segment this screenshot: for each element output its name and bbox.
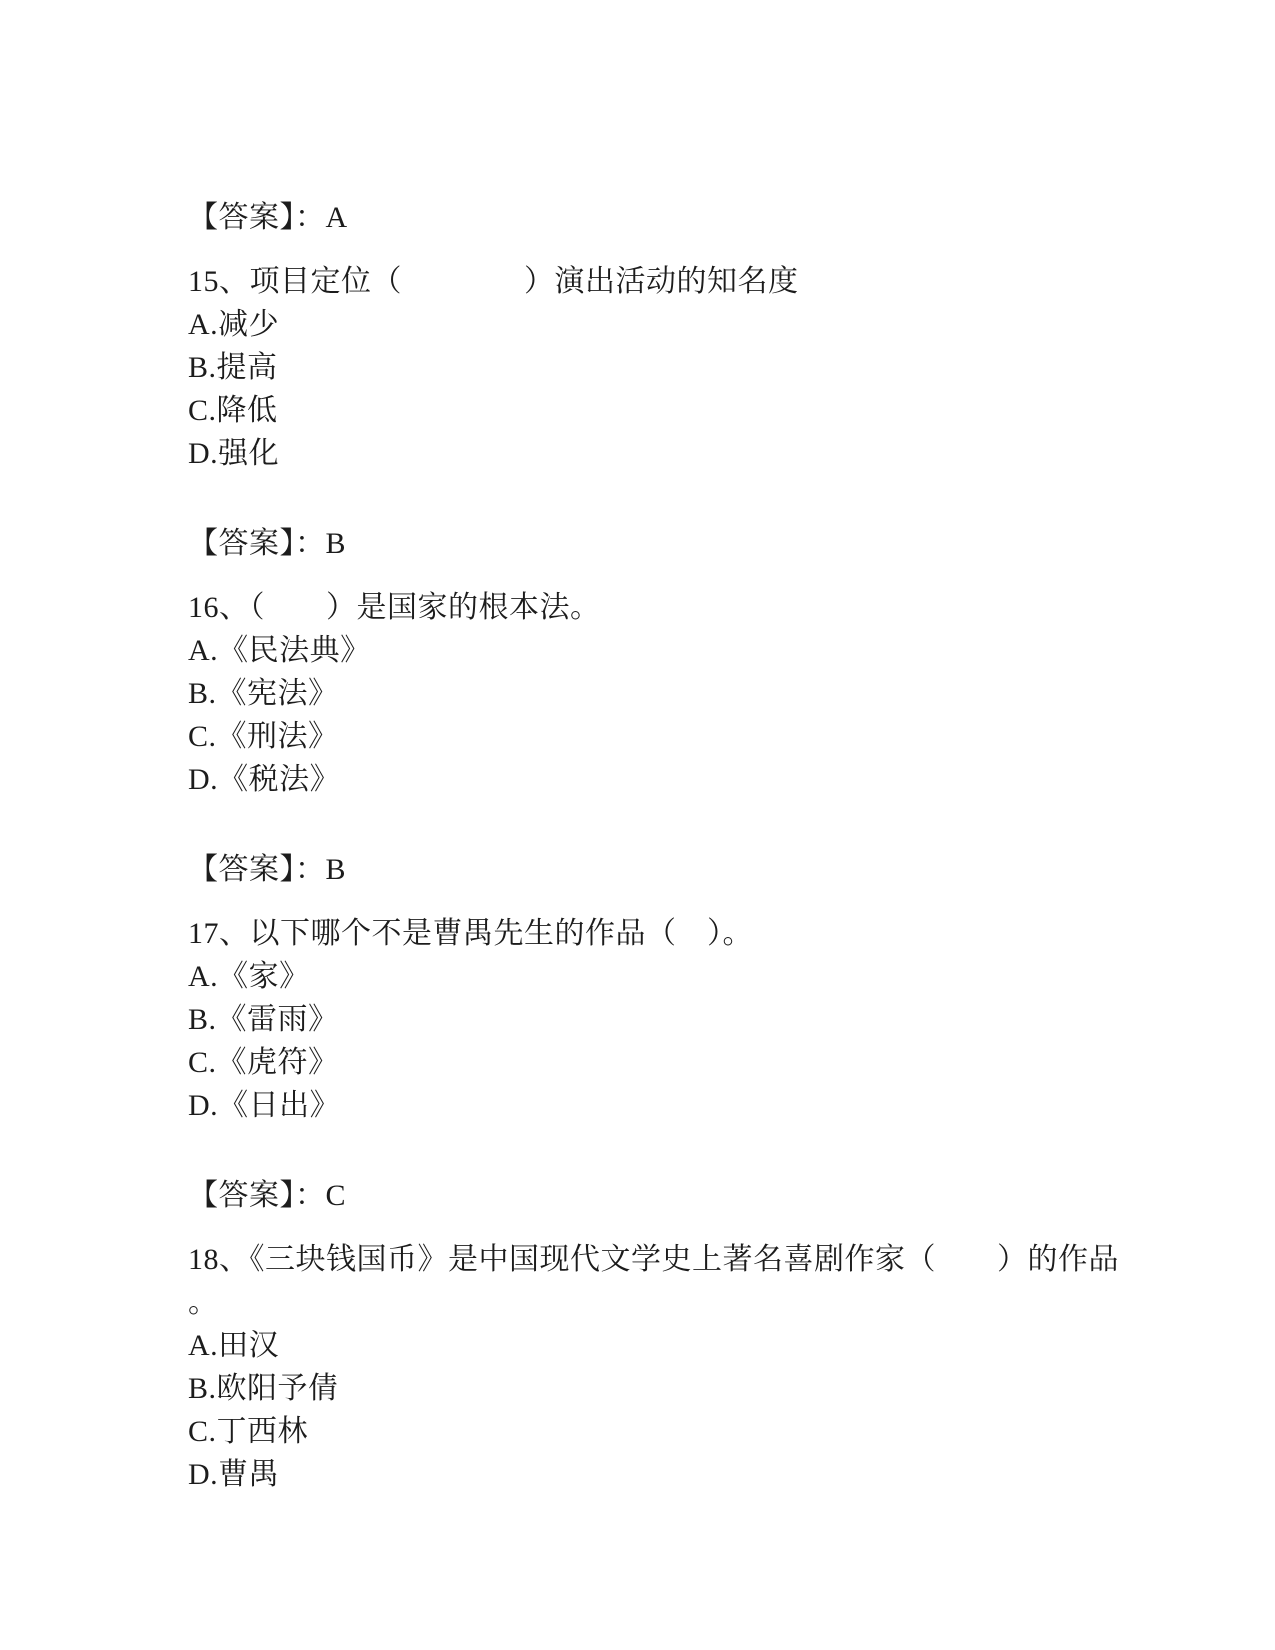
answer-line-q17: 【答案】：C: [188, 1179, 347, 1212]
option-17-d: D.《日出》: [188, 1089, 341, 1122]
answer-line-q15: 【答案】：B: [188, 527, 347, 560]
option-15-d: D.强化: [188, 437, 280, 470]
option-16-b: B.《宪法》: [188, 677, 339, 710]
question-block-17: [188, 912, 1105, 1127]
option-15-a: A.减少: [188, 308, 280, 341]
question-text-18-line1: 18、《三块钱国币》是中国现代文学史上著名喜剧作家（ ）的作品: [188, 1243, 1119, 1276]
option-18-c: C.丁西林: [188, 1415, 309, 1448]
option-17-a: A.《家》: [188, 960, 310, 993]
question-text-15: 15、项目定位（ ）演出活动的知名度: [188, 265, 799, 298]
option-18-b: B.欧阳予倩: [188, 1372, 339, 1405]
option-16-a: A.《民法典》: [188, 634, 371, 667]
question-text-16: 16、（ ）是国家的根本法。: [188, 591, 601, 624]
option-15-c: C.降低: [188, 394, 278, 427]
question-block-18: [188, 1238, 1119, 1496]
answer-line-q14: 【答案】：A: [188, 201, 348, 234]
option-17-b: B.《雷雨》: [188, 1003, 339, 1036]
option-18-a: A.田汉: [188, 1329, 280, 1362]
option-15-b: B.提高: [188, 351, 278, 384]
answer-line-q16: 【答案】：B: [188, 853, 347, 886]
option-16-d: D.《税法》: [188, 763, 341, 796]
question-block-16: [188, 586, 1105, 801]
option-17-c: C.《虎符》: [188, 1046, 339, 1079]
question-text-17: 17、以下哪个不是曹禺先生的作品（ ）。: [188, 917, 753, 950]
option-18-d: D.曹禺: [188, 1458, 280, 1491]
question-block-15: [188, 260, 1105, 475]
option-16-c: C.《刑法》: [188, 720, 339, 753]
question-text-18-line2: 。: [188, 1286, 219, 1319]
